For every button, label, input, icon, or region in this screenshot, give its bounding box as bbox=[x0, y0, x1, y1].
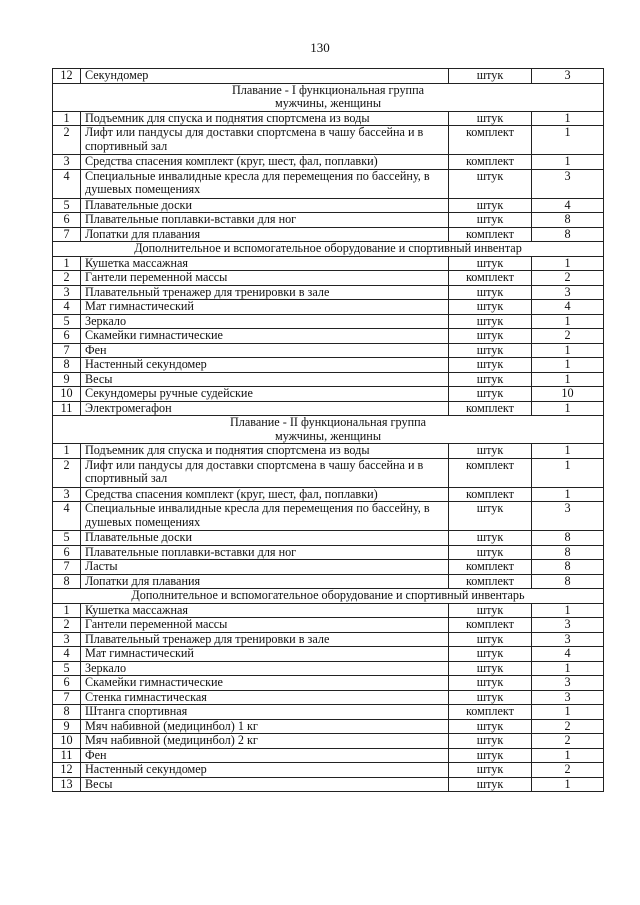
item-unit: штук bbox=[449, 690, 532, 705]
row-number: 6 bbox=[53, 676, 81, 691]
table-row bbox=[53, 343, 604, 358]
item-name: Секундомер bbox=[81, 69, 449, 84]
item-unit: комплект bbox=[449, 574, 532, 589]
table-row bbox=[53, 531, 604, 546]
item-name: Гантели переменной массы bbox=[81, 271, 449, 286]
item-unit: штук bbox=[449, 343, 532, 358]
row-number: 6 bbox=[53, 329, 81, 344]
item-quantity: 1 bbox=[532, 705, 604, 720]
item-name: Скамейки гимнастические bbox=[81, 676, 449, 691]
section-header-row bbox=[53, 242, 604, 257]
section-title-line: Дополнительное и вспомогательное оборудование и спортивный инвентар bbox=[134, 241, 522, 255]
item-name: Специальные инвалидные кресла для перемещения по бассейну, в душевых помещениях bbox=[81, 169, 449, 198]
row-number: 2 bbox=[53, 618, 81, 633]
item-unit: штук bbox=[449, 169, 532, 198]
item-unit: штук bbox=[449, 387, 532, 402]
section-header-row bbox=[53, 589, 604, 604]
row-number: 5 bbox=[53, 531, 81, 546]
item-unit: комплект bbox=[449, 618, 532, 633]
item-name: Фен bbox=[81, 748, 449, 763]
item-name: Стенка гимнастическая bbox=[81, 690, 449, 705]
row-number: 12 bbox=[53, 763, 81, 778]
item-name: Весы bbox=[81, 372, 449, 387]
item-quantity: 1 bbox=[532, 126, 604, 155]
table-row bbox=[53, 256, 604, 271]
table-row bbox=[53, 763, 604, 778]
item-name: Весы bbox=[81, 777, 449, 792]
item-name: Настенный секундомер bbox=[81, 763, 449, 778]
table-row bbox=[53, 618, 604, 633]
item-unit: штук bbox=[449, 647, 532, 662]
item-name: Лифт или пандусы для доставки спортсмена в чашу бассейна и в спортивный зал bbox=[81, 458, 449, 487]
item-quantity: 1 bbox=[532, 777, 604, 792]
row-number: 3 bbox=[53, 632, 81, 647]
page-number: 130 bbox=[310, 40, 330, 55]
table-row bbox=[53, 545, 604, 560]
item-quantity: 1 bbox=[532, 487, 604, 502]
item-unit: штук bbox=[449, 763, 532, 778]
table-row bbox=[53, 487, 604, 502]
item-unit: комплект bbox=[449, 155, 532, 170]
item-name: Подъемник для спуска и поднятия спортсмена из воды bbox=[81, 111, 449, 126]
item-unit: штук bbox=[449, 545, 532, 560]
table-row bbox=[53, 647, 604, 662]
section-title-line: Плавание - I функциональная группа bbox=[231, 83, 425, 97]
section-title bbox=[53, 589, 604, 604]
item-unit: штук bbox=[449, 213, 532, 228]
section-title bbox=[53, 242, 604, 257]
item-unit: штук bbox=[449, 358, 532, 373]
item-quantity: 3 bbox=[532, 632, 604, 647]
item-unit: штук bbox=[449, 676, 532, 691]
item-unit: комплект bbox=[449, 705, 532, 720]
item-name: Ласты bbox=[81, 560, 449, 575]
row-number: 2 bbox=[53, 126, 81, 155]
item-unit: штук bbox=[449, 198, 532, 213]
row-number: 9 bbox=[53, 719, 81, 734]
row-number: 6 bbox=[53, 213, 81, 228]
item-quantity: 2 bbox=[532, 734, 604, 749]
table-row bbox=[53, 329, 604, 344]
item-name: Мат гимнастический bbox=[81, 647, 449, 662]
table-row bbox=[53, 387, 604, 402]
item-unit: комплект bbox=[449, 271, 532, 286]
item-name: Средства спасения комплект (круг, шест, фал, поплавки) bbox=[81, 487, 449, 502]
row-number: 8 bbox=[53, 574, 81, 589]
item-quantity: 2 bbox=[532, 719, 604, 734]
item-quantity: 1 bbox=[532, 603, 604, 618]
table-row bbox=[53, 285, 604, 300]
item-unit: штук bbox=[449, 734, 532, 749]
item-name: Электромегафон bbox=[81, 401, 449, 416]
item-unit: штук bbox=[449, 372, 532, 387]
item-name: Настенный секундомер bbox=[81, 358, 449, 373]
table-row bbox=[53, 401, 604, 416]
section-title bbox=[53, 83, 604, 111]
item-quantity: 8 bbox=[532, 574, 604, 589]
section-header-row bbox=[53, 83, 604, 111]
item-name: Мяч набивной (медицинбол) 2 кг bbox=[81, 734, 449, 749]
table-row bbox=[53, 198, 604, 213]
row-number: 4 bbox=[53, 169, 81, 198]
table-row bbox=[53, 777, 604, 792]
item-name: Лифт или пандусы для доставки спортсмена в чашу бассейна и в спортивный зал bbox=[81, 126, 449, 155]
table-row bbox=[53, 444, 604, 459]
item-unit: штук bbox=[449, 661, 532, 676]
item-quantity: 1 bbox=[532, 358, 604, 373]
row-number: 8 bbox=[53, 705, 81, 720]
table-row bbox=[53, 690, 604, 705]
item-unit: штук bbox=[449, 69, 532, 84]
row-number: 4 bbox=[53, 502, 81, 531]
item-quantity: 1 bbox=[532, 401, 604, 416]
table-row bbox=[53, 748, 604, 763]
item-unit: комплект bbox=[449, 126, 532, 155]
item-name: Скамейки гимнастические bbox=[81, 329, 449, 344]
item-quantity: 3 bbox=[532, 285, 604, 300]
row-number: 5 bbox=[53, 198, 81, 213]
item-unit: штук bbox=[449, 531, 532, 546]
table-row bbox=[53, 705, 604, 720]
item-unit: комплект bbox=[449, 227, 532, 242]
item-name: Зеркало bbox=[81, 314, 449, 329]
item-name: Специальные инвалидные кресла для перемещения по бассейну, в душевых помещениях bbox=[81, 502, 449, 531]
section-header-row bbox=[53, 416, 604, 444]
item-name: Плавательный тренажер для тренировки в зале bbox=[81, 285, 449, 300]
item-unit: комплект bbox=[449, 487, 532, 502]
table-row bbox=[53, 314, 604, 329]
row-number: 10 bbox=[53, 734, 81, 749]
item-quantity: 8 bbox=[532, 213, 604, 228]
item-name: Фен bbox=[81, 343, 449, 358]
row-number: 11 bbox=[53, 748, 81, 763]
item-quantity: 1 bbox=[532, 314, 604, 329]
item-quantity: 8 bbox=[532, 560, 604, 575]
item-name: Секундомеры ручные судейские bbox=[81, 387, 449, 402]
item-unit: штук bbox=[449, 256, 532, 271]
row-number: 9 bbox=[53, 372, 81, 387]
row-number: 2 bbox=[53, 458, 81, 487]
item-quantity: 2 bbox=[532, 271, 604, 286]
item-name: Гантели переменной массы bbox=[81, 618, 449, 633]
table-row bbox=[53, 719, 604, 734]
table-row bbox=[53, 169, 604, 198]
item-quantity: 3 bbox=[532, 618, 604, 633]
item-unit: штук bbox=[449, 444, 532, 459]
item-quantity: 1 bbox=[532, 661, 604, 676]
item-name: Мяч набивной (медицинбол) 1 кг bbox=[81, 719, 449, 734]
item-quantity: 10 bbox=[532, 387, 604, 402]
row-number: 5 bbox=[53, 314, 81, 329]
row-number: 3 bbox=[53, 155, 81, 170]
table-row bbox=[53, 632, 604, 647]
row-number: 1 bbox=[53, 256, 81, 271]
item-quantity: 3 bbox=[532, 69, 604, 84]
item-unit: штук bbox=[449, 632, 532, 647]
table-row bbox=[53, 734, 604, 749]
row-number: 3 bbox=[53, 285, 81, 300]
item-quantity: 1 bbox=[532, 458, 604, 487]
item-quantity: 1 bbox=[532, 343, 604, 358]
item-unit: штук bbox=[449, 285, 532, 300]
table-row bbox=[53, 676, 604, 691]
row-number: 11 bbox=[53, 401, 81, 416]
item-unit: комплект bbox=[449, 560, 532, 575]
table-row bbox=[53, 227, 604, 242]
table-row bbox=[53, 300, 604, 315]
item-name: Штанга спортивная bbox=[81, 705, 449, 720]
item-name: Средства спасения комплект (круг, шест, фал, поплавки) bbox=[81, 155, 449, 170]
row-number: 1 bbox=[53, 603, 81, 618]
item-quantity: 1 bbox=[532, 748, 604, 763]
item-unit: комплект bbox=[449, 458, 532, 487]
row-number: 1 bbox=[53, 111, 81, 126]
item-unit: штук bbox=[449, 603, 532, 618]
item-quantity: 4 bbox=[532, 300, 604, 315]
row-number: 8 bbox=[53, 358, 81, 373]
row-number: 7 bbox=[53, 343, 81, 358]
table-row bbox=[53, 358, 604, 373]
item-quantity: 1 bbox=[532, 111, 604, 126]
item-unit: штук bbox=[449, 314, 532, 329]
item-unit: штук bbox=[449, 329, 532, 344]
row-number: 1 bbox=[53, 444, 81, 459]
item-quantity: 3 bbox=[532, 690, 604, 705]
item-quantity: 4 bbox=[532, 647, 604, 662]
row-number: 6 bbox=[53, 545, 81, 560]
item-unit: штук bbox=[449, 719, 532, 734]
row-number: 4 bbox=[53, 300, 81, 315]
item-name: Лопатки для плавания bbox=[81, 227, 449, 242]
item-unit: штук bbox=[449, 502, 532, 531]
item-name: Лопатки для плавания bbox=[81, 574, 449, 589]
item-quantity: 1 bbox=[532, 444, 604, 459]
table-row bbox=[53, 458, 604, 487]
item-name: Плавательные поплавки-вставки для ног bbox=[81, 545, 449, 560]
item-unit: штук bbox=[449, 777, 532, 792]
equipment-table-body bbox=[53, 69, 604, 792]
item-name: Плавательные доски bbox=[81, 531, 449, 546]
item-quantity: 1 bbox=[532, 372, 604, 387]
item-unit: комплект bbox=[449, 401, 532, 416]
row-number: 13 bbox=[53, 777, 81, 792]
row-number: 7 bbox=[53, 690, 81, 705]
item-unit: штук bbox=[449, 748, 532, 763]
row-number: 10 bbox=[53, 387, 81, 402]
row-number: 7 bbox=[53, 227, 81, 242]
item-quantity: 8 bbox=[532, 545, 604, 560]
row-number: 5 bbox=[53, 661, 81, 676]
row-number: 3 bbox=[53, 487, 81, 502]
item-name: Кушетка массажная bbox=[81, 603, 449, 618]
section-title bbox=[53, 416, 604, 444]
table-row bbox=[53, 661, 604, 676]
item-quantity: 8 bbox=[532, 531, 604, 546]
item-name: Кушетка массажная bbox=[81, 256, 449, 271]
item-name: Зеркало bbox=[81, 661, 449, 676]
item-quantity: 3 bbox=[532, 502, 604, 531]
table-row bbox=[53, 574, 604, 589]
table-row bbox=[53, 69, 604, 84]
item-quantity: 1 bbox=[532, 256, 604, 271]
section-subtitle-line: мужчины, женщины bbox=[274, 428, 382, 443]
item-quantity: 2 bbox=[532, 763, 604, 778]
item-name: Плавательный тренажер для тренировки в зале bbox=[81, 632, 449, 647]
row-number: 7 bbox=[53, 560, 81, 575]
section-title-line: Дополнительное и вспомогательное оборудование и спортивный инвентарь bbox=[131, 588, 525, 602]
table-row bbox=[53, 213, 604, 228]
row-number: 12 bbox=[53, 69, 81, 84]
table-row bbox=[53, 111, 604, 126]
table-row bbox=[53, 155, 604, 170]
item-unit: штук bbox=[449, 111, 532, 126]
equipment-table bbox=[52, 68, 604, 792]
item-quantity: 3 bbox=[532, 169, 604, 198]
section-subtitle-line: мужчины, женщины bbox=[274, 96, 382, 110]
item-name: Плавательные доски bbox=[81, 198, 449, 213]
row-number: 4 bbox=[53, 647, 81, 662]
table-row bbox=[53, 560, 604, 575]
item-quantity: 8 bbox=[532, 227, 604, 242]
table-row bbox=[53, 603, 604, 618]
item-name: Подъемник для спуска и поднятия спортсмена из воды bbox=[81, 444, 449, 459]
item-quantity: 4 bbox=[532, 198, 604, 213]
item-unit: штук bbox=[449, 300, 532, 315]
item-quantity: 1 bbox=[532, 155, 604, 170]
table-row bbox=[53, 372, 604, 387]
row-number: 2 bbox=[53, 271, 81, 286]
section-title-line: Плавание - II функциональная группа bbox=[229, 415, 427, 429]
table-row bbox=[53, 502, 604, 531]
item-quantity: 3 bbox=[532, 676, 604, 691]
table-row bbox=[53, 271, 604, 286]
table-row bbox=[53, 126, 604, 155]
item-name: Мат гимнастический bbox=[81, 300, 449, 315]
item-name: Плавательные поплавки-вставки для ног bbox=[81, 213, 449, 228]
item-quantity: 2 bbox=[532, 329, 604, 344]
